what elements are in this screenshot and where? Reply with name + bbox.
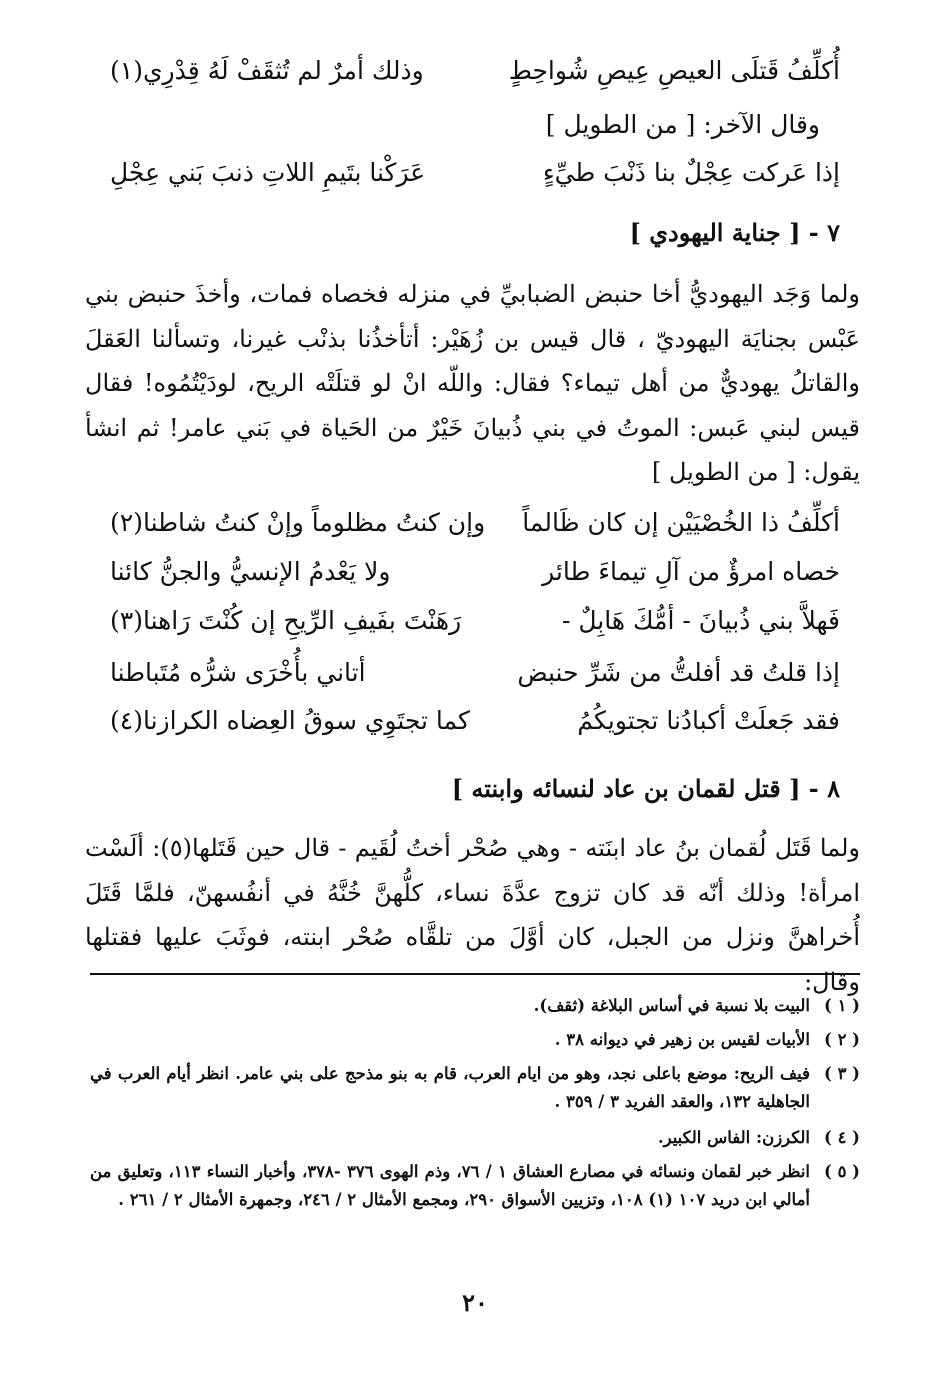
footnote-number: ( ٢ )	[824, 1030, 860, 1049]
footnote-number: ( ٥ )	[824, 1162, 860, 1181]
verse-line	[110, 54, 840, 88]
verse-first-hemistich: إذا قلتُ قد أفلتُّ من شَرِّ حنبض	[517, 658, 840, 687]
verse-first-hemistich: خصاه امرؤٌ من آلِ تيماءَ طائر	[542, 557, 840, 586]
poem-intro: وقال الآخر: [ من الطويل ]	[545, 110, 820, 139]
verse-second-hemistich: وذلك أمرٌ لم تُثقَفْ لَهُ قِدْرِي(١)	[110, 56, 424, 85]
section-8-paragraph: ولما قَتَل لُقمان بنُ عاد ابنَته - وهي صُحْر أختُ لُقَيم - قال حين قَتَلها(٥): ألَسْت امرأة! وذلك أنّه قد كان تزوج عدَّةَ نساء، كلُّهنَّ خُنَّهُ في أنفُسهنّ، فلمَّا قَتَلَ أُخراهنَّ ونزل من الجبل، كان أوَّلَ من تلقَّاه صُحْر ابنته، فوثَبَ عليها فقتلها وقال:	[85, 834, 860, 996]
footnote	[90, 1026, 860, 1054]
verse-first-hemistich: فَهلاَّ بني ذُبيانَ - أمُّكَ هَابِلٌ -	[561, 606, 840, 635]
footnote-separator	[90, 973, 860, 975]
footnote	[90, 1060, 860, 1116]
footnote-number: ( ١ )	[824, 996, 860, 1015]
verse-line	[110, 555, 840, 589]
footnote	[90, 992, 860, 1020]
section-7-paragraph: ولما وَجَد اليهوديُّ أخا حنبض الضبابيِّ في منزله فخصاه فمات، وأخذَ حنبض بني عَبْس بجنايَة اليهوديّ ، قال قيس بن زُهَيْر: أتأخذُنا بذنْب غيرنا، وتسألنا العَقلَ والقاتلُ يهوديٌّ من أهل تيماء؟ فقال: واللّه انْ لو قتلَتْه الريح، لودَيْتُمُوه! فقال قيس لبني عَبس: الموتُ في بني ذُبيانَ خَيْرٌ من الحَياة في بَني عامر! ثم انشأ يقول: [ من الطويل ]	[85, 280, 860, 486]
verse-first-hemistich: إذا عَركت عِجْلٌ بنا ذَنْبَ طيِّءٍ	[542, 158, 840, 187]
verse-line	[110, 506, 840, 540]
page-number: ٢٠	[462, 1288, 488, 1317]
verse-second-hemistich: عَرَكْنا بتَيمِ اللاتِ ذنبَ بَني عِجْلِ	[110, 158, 426, 187]
verse-line	[110, 704, 840, 738]
footnote-text: فيف الريح: موضع باعلى نجد، وهو من ايام العرب، قام به بنو مذحج على بني عامر. انظر أيام العرب في الجاهلية ١٣٢، والعقد الفريد ٣ / ٣٥٩ .	[90, 1064, 810, 1111]
footnote-text: البيت بلا نسبة في أساس البلاغة (ثقف).	[533, 996, 810, 1015]
footnote-number: ( ٤ )	[824, 1128, 860, 1147]
verse-line	[110, 156, 840, 190]
verse-second-hemistich: رَهَنْتَ بفَيفِ الرِّيحِ إن كُنْتَ رَاهنا(٣)	[110, 606, 462, 635]
footnote	[90, 1158, 860, 1214]
verse-line	[110, 656, 840, 690]
footnote-text: الأبيات لقيس بن زهير في ديوانه ٣٨ .	[554, 1030, 810, 1049]
footnote-text: انظر خبر لقمان ونسائه في مصارع العشاق ١ / ٧٦، وذم الهوى ٣٧٦ -٣٧٨، وأخبار النساء ١١٣، وتعليق من أمالي ابن دريد ١٠٧ (١) ١٠٨، وتزيين الأسواق ٢٩٠، ومجمع الأمثال ٢ / ٢٤٦، وجمهرة الأمثال ٢ / ٢٦١ .	[90, 1162, 810, 1209]
footnote-number: ( ٣ )	[824, 1064, 860, 1083]
verse-second-hemistich: وإن كنتُ مظلوماً وإنْ كنتُ شاطنا(٢)	[110, 508, 486, 537]
section-heading-7: ٧ - [ جناية اليهودي ]	[629, 218, 840, 247]
section-heading-8: ٨ - [ قتل لقمان بن عاد لنسائه وابنته ]	[451, 774, 840, 803]
verse-first-hemistich: أكلِّفُ ذا الخُصْيَيْن إن كان ظَالماً	[522, 508, 840, 537]
verse-second-hemistich: كما تجتَوِي سوقُ العِضاه الكرازنا(٤)	[110, 706, 470, 735]
verse-first-hemistich: أُكلِّفُ قَتلَى العيصِ عِيصِ شُواحِطٍ	[508, 56, 840, 85]
verse-first-hemistich: فقد جَعلَتْ أكبادُنا تجتويكُمُ	[577, 706, 840, 735]
verse-line	[110, 604, 840, 638]
footnote	[90, 1124, 860, 1152]
verse-second-hemistich: أتاني بأُخْرَى شرُّه مُتَباطنا	[110, 658, 366, 687]
footnote-text: الكرزن: الفاس الكبير.	[657, 1128, 810, 1147]
verse-second-hemistich: ولا يَعْدمُ الإنسيُّ والجنُّ كائنا	[110, 557, 391, 586]
